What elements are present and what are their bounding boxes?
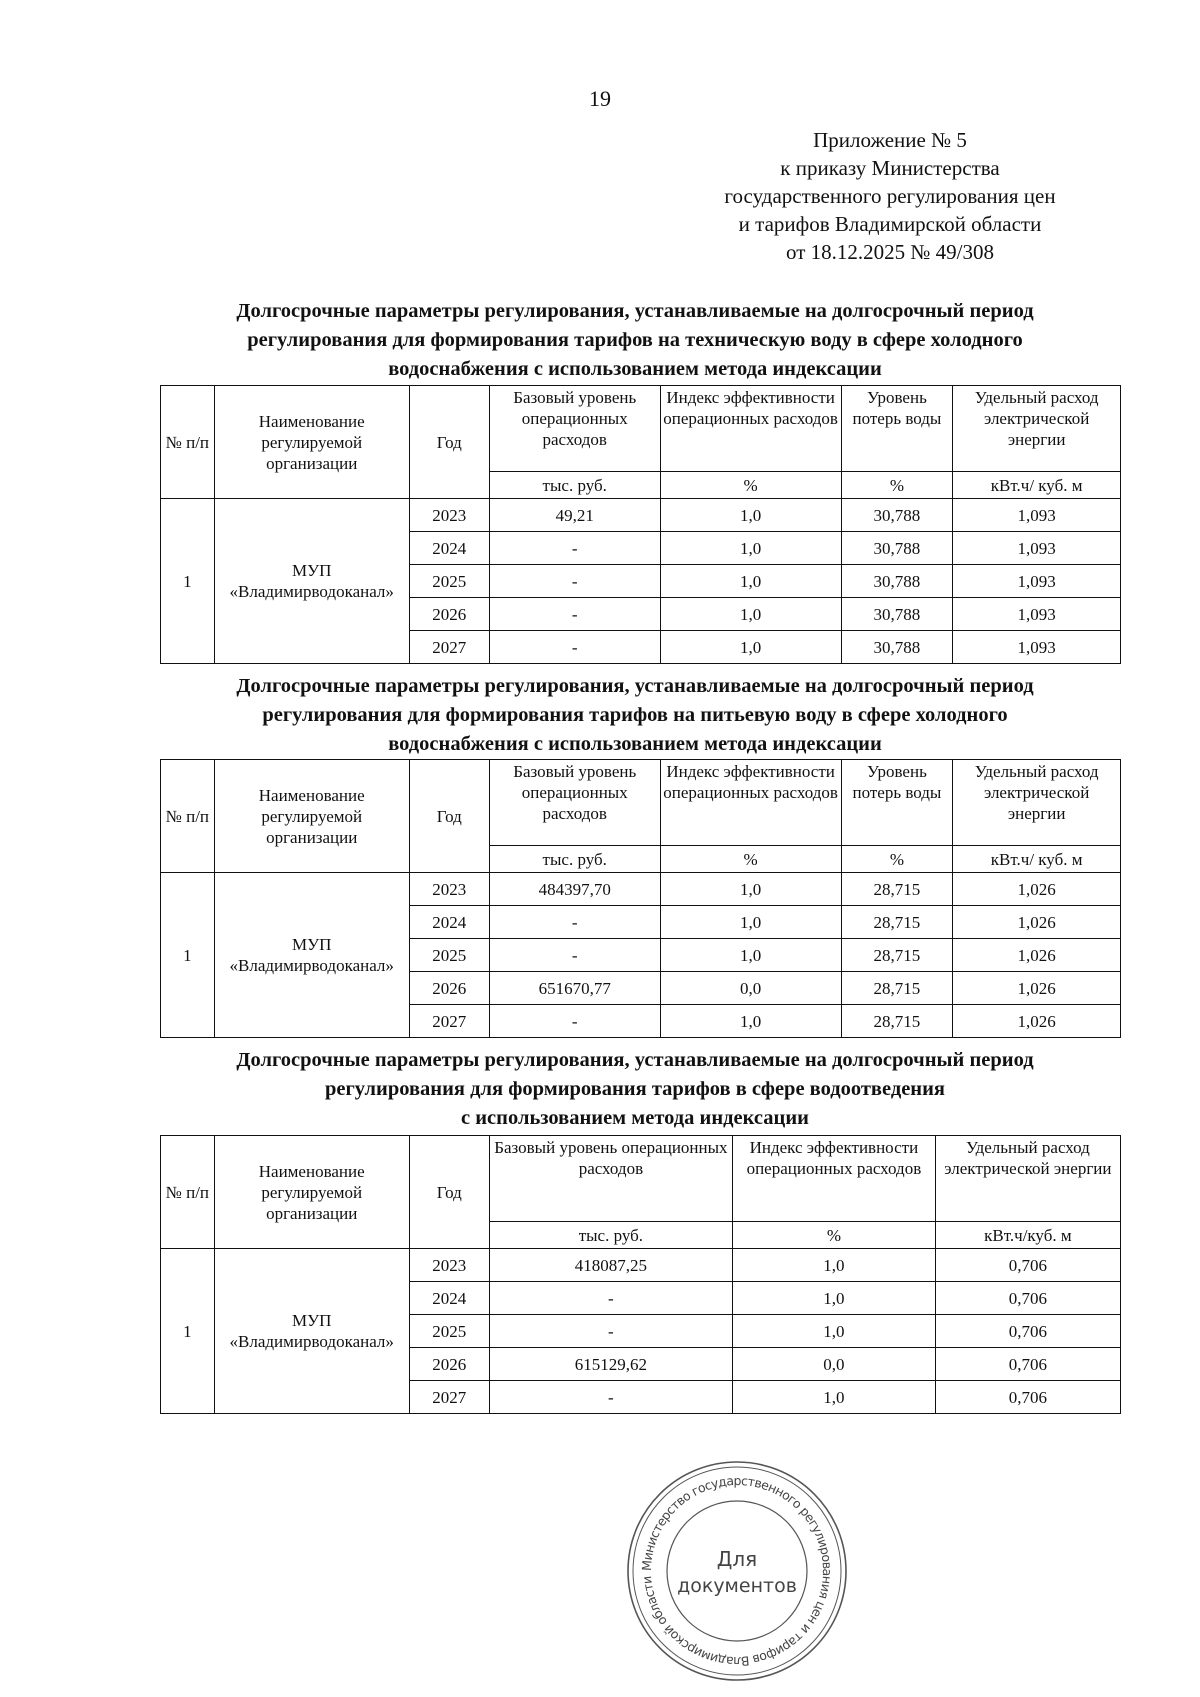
- cell-index: 1,0: [733, 1315, 936, 1348]
- cell-base: 49,21: [489, 499, 660, 532]
- cell-energy: 1,093: [953, 631, 1121, 664]
- cell-index: 1,0: [733, 1381, 936, 1414]
- header-energy-rate: Удельный расход электрической энергии: [935, 1136, 1120, 1222]
- cell-energy: 1,026: [953, 939, 1121, 972]
- header-num: № п/п: [161, 760, 215, 873]
- header-water-loss: Уровень потерь воды: [841, 386, 953, 472]
- cell-energy: 0,706: [935, 1249, 1120, 1282]
- cell-year: 2026: [409, 598, 489, 631]
- unit-base: тыс. руб.: [489, 1222, 732, 1249]
- cell-base: 615129,62: [489, 1348, 732, 1381]
- unit-energy: кВт.ч/ куб. м: [953, 472, 1121, 499]
- header-org: Наименование регулируемой организации: [214, 760, 409, 873]
- unit-index: %: [733, 1222, 936, 1249]
- cell-energy: 0,706: [935, 1315, 1120, 1348]
- title-line: регулирования для формирования тарифов на питьевую воду в сфере холодного: [262, 704, 1008, 726]
- unit-index: %: [660, 846, 841, 873]
- cell-base: -: [489, 598, 660, 631]
- params-table-technical-water: [160, 385, 1121, 664]
- cell-base: -: [489, 1282, 732, 1315]
- cell-energy: 0,706: [935, 1282, 1120, 1315]
- unit-base: тыс. руб.: [489, 846, 660, 873]
- cell-loss: 28,715: [841, 906, 953, 939]
- header-efficiency-index: Индекс эффективности операционных расходов: [660, 386, 841, 472]
- cell-base: -: [489, 565, 660, 598]
- cell-energy: 1,026: [953, 972, 1121, 1005]
- page-number: 19: [589, 86, 611, 111]
- cell-base: -: [489, 1005, 660, 1038]
- table-row: [161, 1249, 1121, 1282]
- cell-loss: 28,715: [841, 939, 953, 972]
- header-water-loss: Уровень потерь воды: [841, 760, 953, 846]
- header-efficiency-index: Индекс эффективности операционных расходов: [733, 1136, 936, 1222]
- cell-energy: 0,706: [935, 1381, 1120, 1414]
- cell-year: 2024: [409, 1282, 489, 1315]
- table-row: [161, 873, 1121, 906]
- cell-energy: 1,026: [953, 1005, 1121, 1038]
- unit-loss: %: [841, 846, 953, 873]
- cell-index: 1,0: [660, 939, 841, 972]
- header-base-opex: Базовый уровень операционных расходов: [489, 386, 660, 472]
- cell-index: 0,0: [660, 972, 841, 1005]
- row-num: 1: [161, 1249, 215, 1414]
- cell-loss: 30,788: [841, 499, 953, 532]
- cell-energy: 1,093: [953, 565, 1121, 598]
- cell-loss: 28,715: [841, 972, 953, 1005]
- cell-index: 1,0: [733, 1282, 936, 1315]
- cell-year: 2027: [409, 1381, 489, 1414]
- header-energy-rate: Удельный расход электрической энергии: [953, 760, 1121, 846]
- cell-index: 1,0: [660, 532, 841, 565]
- appendix-header: [700, 126, 1080, 266]
- title-line: водоснабжения с использованием метода индексации: [388, 733, 882, 755]
- cell-year: 2023: [409, 499, 489, 532]
- params-table-wastewater: [160, 1135, 1121, 1414]
- stamp-center-line: Для: [716, 1547, 758, 1571]
- header-org: Наименование регулируемой организации: [214, 386, 409, 499]
- cell-year: 2023: [409, 1249, 489, 1282]
- table-row: [161, 499, 1121, 532]
- appendix-line: и тарифов Владимирской области: [738, 212, 1042, 236]
- unit-loss: %: [841, 472, 953, 499]
- row-num: 1: [161, 499, 215, 664]
- cell-year: 2025: [409, 1315, 489, 1348]
- cell-base: 418087,25: [489, 1249, 732, 1282]
- header-efficiency-index: Индекс эффективности операционных расходов: [660, 760, 841, 846]
- unit-base: тыс. руб.: [489, 472, 660, 499]
- cell-index: 1,0: [660, 906, 841, 939]
- header-year: Год: [409, 386, 489, 499]
- title-line: регулирования для формирования тарифов на техническую воду в сфере холодного: [247, 329, 1023, 351]
- org-name: МУП «Владимирводоканал»: [214, 499, 409, 664]
- section-title-drinking-water: [150, 672, 1120, 759]
- section-title-technical-water: [150, 297, 1120, 384]
- appendix-line: к приказу Министерства: [780, 156, 1000, 180]
- unit-index: %: [660, 472, 841, 499]
- header-year: Год: [409, 760, 489, 873]
- stamp-center-line: документов: [677, 1575, 797, 1597]
- official-stamp: [624, 1458, 850, 1684]
- header-year: Год: [409, 1136, 489, 1249]
- cell-base: 651670,77: [489, 972, 660, 1005]
- title-line: Долгосрочные параметры регулирования, устанавливаемые на долгосрочный период: [236, 675, 1034, 697]
- org-name: МУП «Владимирводоканал»: [214, 1249, 409, 1414]
- cell-index: 1,0: [660, 631, 841, 664]
- cell-base: -: [489, 939, 660, 972]
- unit-energy: кВт.ч/куб. м: [935, 1222, 1120, 1249]
- cell-base: -: [489, 532, 660, 565]
- cell-index: 1,0: [733, 1249, 936, 1282]
- cell-base: -: [489, 631, 660, 664]
- header-org: Наименование регулируемой организации: [214, 1136, 409, 1249]
- cell-year: 2026: [409, 972, 489, 1005]
- cell-base: -: [489, 1381, 732, 1414]
- title-line: регулирования для формирования тарифов в сфере водоотведения: [324, 1078, 946, 1100]
- cell-loss: 30,788: [841, 598, 953, 631]
- cell-index: 1,0: [660, 1005, 841, 1038]
- cell-year: 2024: [409, 532, 489, 565]
- header-energy-rate: Удельный расход электрической энергии: [953, 386, 1121, 472]
- cell-year: 2023: [409, 873, 489, 906]
- title-line: Долгосрочные параметры регулирования, устанавливаемые на долгосрочный период: [236, 1049, 1034, 1071]
- cell-base: -: [489, 906, 660, 939]
- header-base-opex: Базовый уровень операционных расходов: [489, 1136, 732, 1222]
- row-num: 1: [161, 873, 215, 1038]
- cell-loss: 28,715: [841, 1005, 953, 1038]
- cell-base: 484397,70: [489, 873, 660, 906]
- cell-year: 2026: [409, 1348, 489, 1381]
- cell-base: -: [489, 1315, 732, 1348]
- cell-year: 2024: [409, 906, 489, 939]
- params-table-drinking-water: [160, 759, 1121, 1038]
- header-num: № п/п: [161, 386, 215, 499]
- cell-index: 1,0: [660, 873, 841, 906]
- cell-energy: 1,026: [953, 906, 1121, 939]
- cell-index: 1,0: [660, 499, 841, 532]
- unit-energy: кВт.ч/ куб. м: [953, 846, 1121, 873]
- cell-year: 2027: [409, 631, 489, 664]
- cell-energy: 1,093: [953, 598, 1121, 631]
- cell-year: 2027: [409, 1005, 489, 1038]
- cell-loss: 30,788: [841, 631, 953, 664]
- cell-year: 2025: [409, 565, 489, 598]
- cell-energy: 1,026: [953, 873, 1121, 906]
- title-line: с использованием метода индексации: [461, 1107, 809, 1129]
- cell-index: 0,0: [733, 1348, 936, 1381]
- cell-energy: 1,093: [953, 499, 1121, 532]
- cell-index: 1,0: [660, 598, 841, 631]
- cell-index: 1,0: [660, 565, 841, 598]
- appendix-line: от 18.12.2025 № 49/308: [785, 240, 995, 264]
- cell-energy: 0,706: [935, 1348, 1120, 1381]
- cell-loss: 30,788: [841, 565, 953, 598]
- cell-year: 2025: [409, 939, 489, 972]
- cell-energy: 1,093: [953, 532, 1121, 565]
- cell-loss: 30,788: [841, 532, 953, 565]
- cell-loss: 28,715: [841, 873, 953, 906]
- header-num: № п/п: [161, 1136, 215, 1249]
- org-name: МУП «Владимирводоканал»: [214, 873, 409, 1038]
- stamp-ring-text: Министерство государственного регулирования цен и тарифов Владимирской области: [638, 1472, 836, 1670]
- section-title-wastewater: [150, 1046, 1120, 1133]
- appendix-line: государственного регулирования цен: [724, 184, 1056, 208]
- header-base-opex: Базовый уровень операционных расходов: [489, 760, 660, 846]
- title-line: Долгосрочные параметры регулирования, устанавливаемые на долгосрочный период: [236, 300, 1034, 322]
- appendix-line: Приложение № 5: [813, 128, 967, 152]
- title-line: водоснабжения с использованием метода индексации: [388, 358, 882, 380]
